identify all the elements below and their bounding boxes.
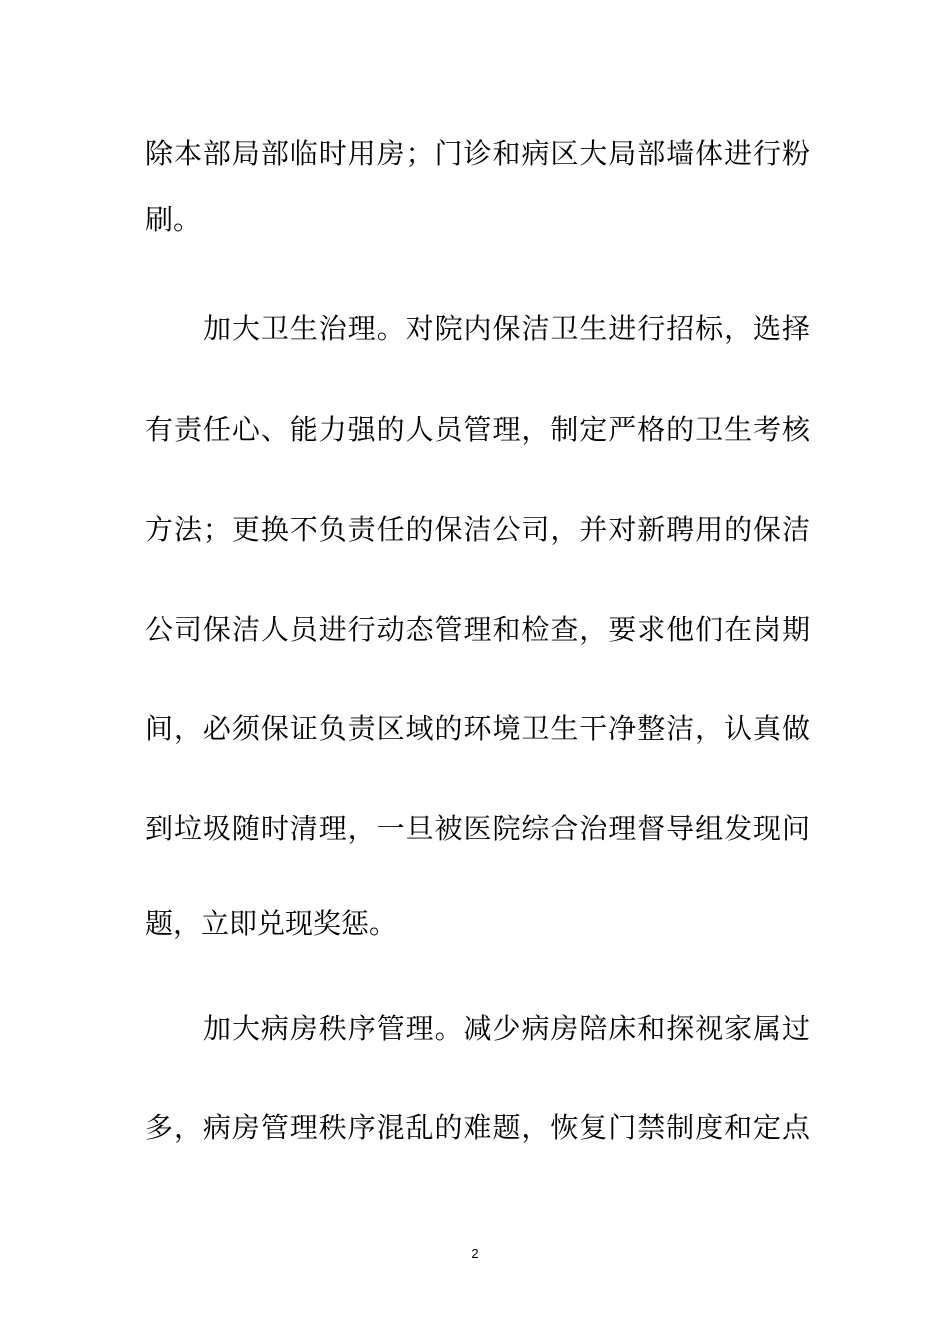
paragraph-line: 公司保洁人员进行动态管理和检查，要求他们在岗期 <box>145 613 810 646</box>
paragraph-line: 间，必须保证负责区域的环境卫生干净整洁，认真做 <box>145 712 810 745</box>
paragraph-line: 题，立即兑现奖惩。 <box>145 907 398 940</box>
paragraph-line: 加大卫生治理。对院内保洁卫生进行招标，选择 <box>203 312 810 345</box>
paragraph-line: 到垃圾随时清理，一旦被医院综合治理督导组发现问 <box>145 812 810 845</box>
page-number: 2 <box>471 1246 479 1261</box>
paragraph-line: 刷。 <box>145 203 202 236</box>
paragraph-line: 有责任心、能力强的人员管理，制定严格的卫生考核 <box>145 413 810 446</box>
paragraph-line: 多，病房管理秩序混乱的难题，恢复门禁制度和定点 <box>145 1111 810 1144</box>
paragraph-line: 除本部局部临时用房；门诊和病区大局部墙体进行粉 <box>145 137 810 170</box>
paragraph-line: 方法；更换不负责任的保洁公司，并对新聘用的保洁 <box>145 513 810 546</box>
paragraph-line: 加大病房秩序管理。减少病房陪床和探视家属过 <box>203 1012 810 1045</box>
